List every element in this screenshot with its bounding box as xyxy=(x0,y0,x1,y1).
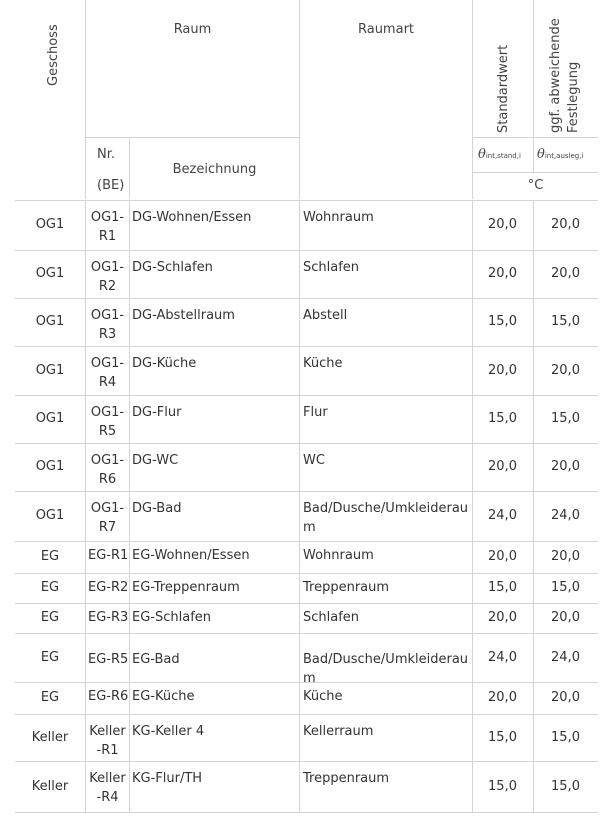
cell-standardwert: 20,0 xyxy=(488,459,517,474)
header-nr: Nr. xyxy=(97,147,116,162)
cell-bezeichnung: DG-Schlafen xyxy=(132,260,213,275)
column-divider xyxy=(129,396,130,443)
cell-raumart: Wohnraum xyxy=(303,210,374,225)
cell-geschoss: EG xyxy=(40,610,60,625)
column-divider xyxy=(299,492,300,541)
cell-raumart: Küche xyxy=(303,689,343,704)
cell-nr: Keller xyxy=(89,771,126,786)
theta-symbol: θ xyxy=(537,147,545,162)
cell-geschoss: OG1 xyxy=(35,508,65,523)
row-divider xyxy=(15,541,598,542)
header-divider xyxy=(472,0,473,199)
cell-abweichend: 15,0 xyxy=(551,411,580,426)
cell-nr: Keller xyxy=(89,724,126,739)
cell-standardwert: 15,0 xyxy=(488,411,517,426)
column-divider xyxy=(85,683,86,714)
cell-raumart: Wohnraum xyxy=(303,548,374,563)
cell-abweichend: 15,0 xyxy=(551,580,580,595)
cell-nr: EG-R5 xyxy=(88,652,129,667)
header-unit xyxy=(473,176,598,195)
cell-geschoss: OG1 xyxy=(35,363,65,378)
header-divider xyxy=(473,172,598,173)
cell-geschoss: OG1 xyxy=(35,411,65,426)
column-divider xyxy=(299,251,300,298)
cell-geschoss: OG1 xyxy=(35,459,65,474)
column-divider xyxy=(299,542,300,573)
cell-abweichend: 20,0 xyxy=(551,690,580,705)
cell-nr-line2: R2 xyxy=(98,279,117,294)
column-divider xyxy=(129,715,130,761)
column-divider xyxy=(129,542,130,573)
cell-standardwert: 20,0 xyxy=(488,266,517,281)
cell-bezeichnung: DG-Bad xyxy=(132,501,182,516)
column-divider xyxy=(299,683,300,714)
cell-standardwert: 20,0 xyxy=(488,549,517,564)
cell-nr: OG1- xyxy=(90,260,125,275)
header-raum-label: Raum xyxy=(173,22,212,37)
cell-abweichend: 20,0 xyxy=(551,363,580,378)
cell-nr-line2: R6 xyxy=(98,472,117,487)
cell-bezeichnung: KG-Flur/TH xyxy=(132,771,203,786)
cell-raumart: Küche xyxy=(303,356,343,371)
cell-nr: EG-R1 xyxy=(88,548,129,563)
row-divider xyxy=(15,443,598,444)
column-divider xyxy=(85,634,86,682)
cell-nr: OG1- xyxy=(90,501,125,516)
column-divider xyxy=(299,444,300,491)
header-divider xyxy=(86,137,299,138)
cell-bezeichnung: EG-Schlafen xyxy=(132,610,212,625)
column-divider xyxy=(85,604,86,633)
cell-abweichend: 20,0 xyxy=(551,610,580,625)
cell-standardwert: 15,0 xyxy=(488,730,517,745)
cell-nr-line2: -R1 xyxy=(96,743,119,758)
row-divider xyxy=(15,761,598,762)
cell-standardwert: 15,0 xyxy=(488,779,517,794)
cell-abweichend: 15,0 xyxy=(551,314,580,329)
header-theta-ausleg xyxy=(537,145,583,166)
cell-bezeichnung: KG-Keller 4 xyxy=(132,724,205,739)
cell-nr: OG1- xyxy=(90,453,125,468)
header-raumart xyxy=(300,20,472,39)
cell-standardwert: 20,0 xyxy=(488,363,517,378)
column-divider xyxy=(299,201,300,250)
row-divider xyxy=(15,395,598,396)
cell-abweichend: 20,0 xyxy=(551,549,580,564)
header-abweichend-line1: ggf. abweichende xyxy=(548,18,563,133)
header-raum xyxy=(86,20,299,39)
row-divider xyxy=(15,250,598,251)
cell-nr: EG-R3 xyxy=(88,610,129,625)
cell-standardwert: 20,0 xyxy=(488,690,517,705)
cell-nr-line2: R7 xyxy=(98,520,117,535)
cell-geschoss: OG1 xyxy=(35,217,65,232)
column-divider xyxy=(299,762,300,812)
cell-raumart: Kellerraum xyxy=(303,724,374,739)
cell-raumart-line2: m xyxy=(303,671,316,686)
cell-raumart-line2: m xyxy=(303,520,316,535)
cell-nr: OG1- xyxy=(90,210,125,225)
column-divider xyxy=(129,347,130,395)
cell-nr: OG1- xyxy=(90,405,125,420)
row-divider xyxy=(15,200,598,201)
cell-raumart: Treppenraum xyxy=(303,580,390,595)
cell-abweichend: 24,0 xyxy=(551,508,580,523)
cell-nr: EG-R6 xyxy=(88,689,129,704)
cell-standardwert: 20,0 xyxy=(488,217,517,232)
cell-raumart: Flur xyxy=(303,405,328,420)
column-divider xyxy=(129,492,130,541)
row-divider xyxy=(15,714,598,715)
cell-nr-line2: -R4 xyxy=(96,790,119,805)
column-divider xyxy=(299,634,300,682)
column-divider xyxy=(129,251,130,298)
column-divider xyxy=(129,604,130,633)
cell-nr-line2: R5 xyxy=(98,424,117,439)
column-divider xyxy=(299,347,300,395)
cell-standardwert: 24,0 xyxy=(488,650,517,665)
cell-abweichend: 15,0 xyxy=(551,730,580,745)
row-divider xyxy=(15,812,598,813)
header-bezeichnung-label: Bezeichnung xyxy=(172,162,257,177)
column-divider xyxy=(129,634,130,682)
row-divider xyxy=(15,573,598,574)
cell-geschoss: EG xyxy=(40,690,60,705)
cell-geschoss: EG xyxy=(40,580,60,595)
header-abweichend-line2: Festlegung xyxy=(566,61,581,133)
cell-bezeichnung: DG-Abstellraum xyxy=(132,308,235,323)
cell-raumart: Schlafen xyxy=(303,260,360,275)
header-geschoss: Geschoss xyxy=(46,24,61,86)
cell-nr: EG-R2 xyxy=(88,580,129,595)
header-unit-label: °C xyxy=(527,178,544,193)
cell-raumart: Treppenraum xyxy=(303,771,390,786)
theta-ausleg-subscript: int,ausleg,i xyxy=(544,152,584,160)
cell-geschoss: EG xyxy=(40,549,60,564)
cell-geschoss: Keller xyxy=(31,779,69,794)
cell-bezeichnung: DG-Wohnen/Essen xyxy=(132,210,252,225)
column-divider xyxy=(299,396,300,443)
header-raumart-label: Raumart xyxy=(357,22,415,37)
cell-raumart: Bad/Dusche/Umkleiderau xyxy=(303,501,469,516)
cell-bezeichnung: DG-WC xyxy=(132,453,179,468)
header-standardwert: Standardwert xyxy=(496,44,511,133)
row-divider xyxy=(15,346,598,347)
column-divider xyxy=(85,542,86,573)
cell-geschoss: OG1 xyxy=(35,266,65,281)
column-divider xyxy=(129,201,130,250)
cell-nr: OG1- xyxy=(90,356,125,371)
cell-raumart: WC xyxy=(303,453,325,468)
cell-standardwert: 24,0 xyxy=(488,508,517,523)
cell-nr-line2: R3 xyxy=(98,327,117,342)
column-divider xyxy=(85,574,86,603)
column-divider xyxy=(299,299,300,346)
header-theta-stand xyxy=(478,145,521,166)
cell-bezeichnung: DG-Flur xyxy=(132,405,182,420)
cell-bezeichnung: EG-Küche xyxy=(132,689,195,704)
row-divider xyxy=(15,603,598,604)
cell-bezeichnung: EG-Wohnen/Essen xyxy=(132,548,250,563)
cell-nr-line2: R1 xyxy=(98,229,117,244)
cell-abweichend: 20,0 xyxy=(551,217,580,232)
cell-abweichend: 15,0 xyxy=(551,779,580,794)
theta-symbol: θ xyxy=(478,147,486,162)
column-divider xyxy=(129,683,130,714)
cell-nr: OG1- xyxy=(90,308,125,323)
cell-abweichend: 20,0 xyxy=(551,459,580,474)
cell-bezeichnung: DG-Küche xyxy=(132,356,197,371)
cell-nr-line2: R4 xyxy=(98,375,117,390)
cell-geschoss: OG1 xyxy=(35,314,65,329)
header-divider xyxy=(533,0,534,172)
cell-bezeichnung: EG-Treppenraum xyxy=(132,580,240,595)
cell-standardwert: 15,0 xyxy=(488,314,517,329)
column-divider xyxy=(299,574,300,603)
cell-standardwert: 15,0 xyxy=(488,580,517,595)
column-divider xyxy=(129,574,130,603)
cell-abweichend: 20,0 xyxy=(551,266,580,281)
cell-bezeichnung: EG-Bad xyxy=(132,652,180,667)
header-be: (BE) xyxy=(97,178,125,193)
row-divider xyxy=(15,491,598,492)
column-divider xyxy=(129,444,130,491)
cell-abweichend: 24,0 xyxy=(551,650,580,665)
column-divider xyxy=(299,604,300,633)
header-bezeichnung xyxy=(130,160,299,179)
row-divider xyxy=(15,633,598,634)
cell-geschoss: EG xyxy=(40,650,60,665)
cell-raumart: Schlafen xyxy=(303,610,360,625)
theta-stand-subscript: int,stand,i xyxy=(485,152,521,160)
cell-raumart: Abstell xyxy=(303,308,348,323)
row-divider xyxy=(15,298,598,299)
column-divider xyxy=(129,762,130,812)
cell-geschoss: Keller xyxy=(31,730,69,745)
cell-raumart: Bad/Dusche/Umkleiderau xyxy=(303,652,469,667)
cell-standardwert: 20,0 xyxy=(488,610,517,625)
column-divider xyxy=(129,299,130,346)
column-divider xyxy=(299,715,300,761)
header-divider xyxy=(473,137,598,138)
